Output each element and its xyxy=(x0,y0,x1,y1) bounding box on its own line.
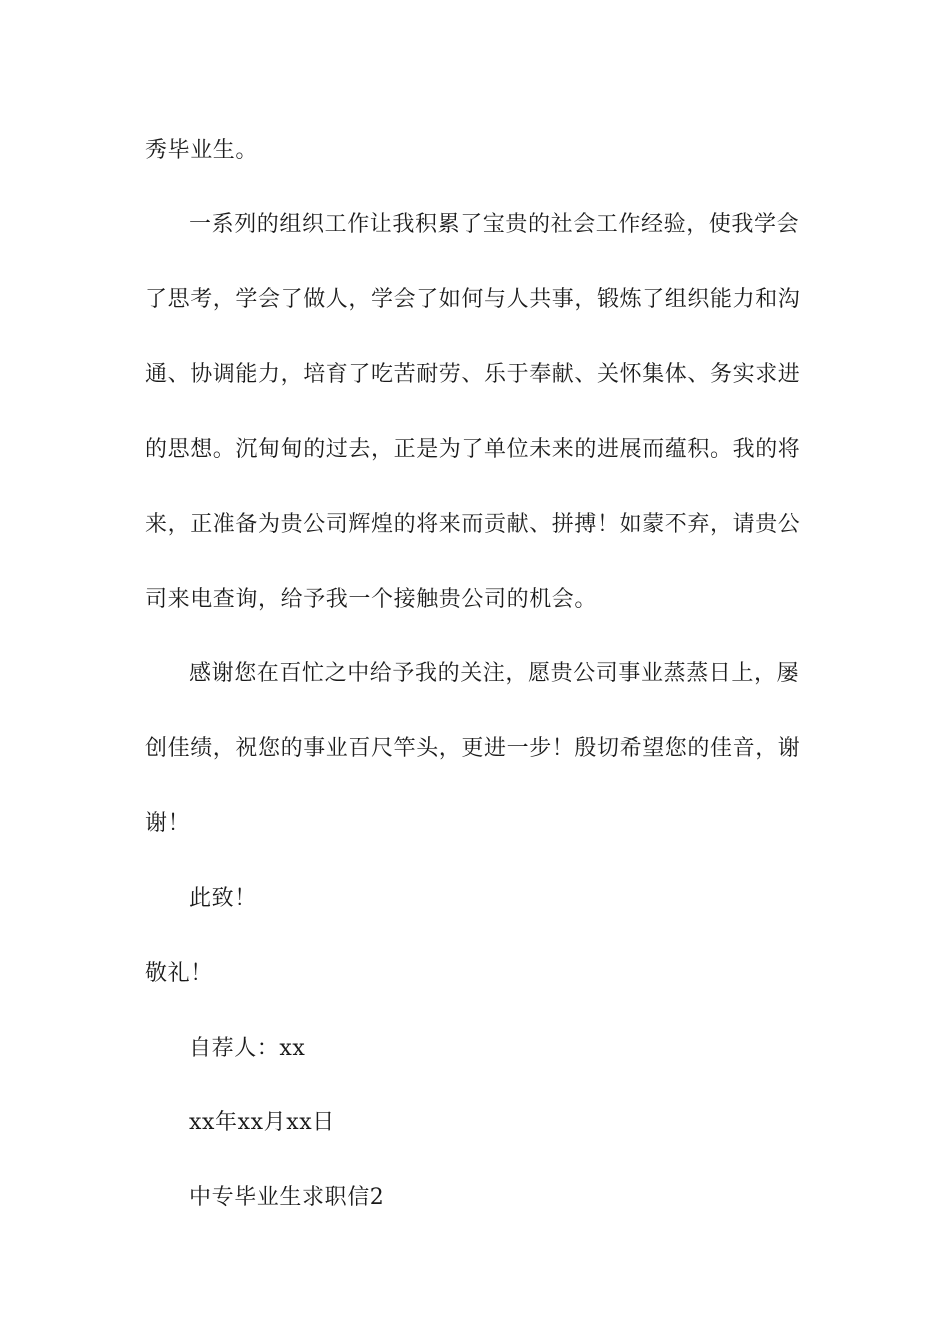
paragraph-line: 秀毕业生。 xyxy=(145,138,259,163)
closing-regards: 敬礼！ xyxy=(145,961,213,986)
paragraph-line: 谢！ xyxy=(145,811,191,836)
paragraph-line: 的思想。沉甸甸的过去，正是为了单位未来的进展而蕴积。我的将 xyxy=(145,437,801,462)
paragraph-line: 感谢您在百忙之中给予我的关注，愿贵公司事业蒸蒸日上，屡 xyxy=(189,661,800,686)
paragraph-line: 通、协调能力，培育了吃苦耐劳、乐于奉献、关怀集体、务实求进 xyxy=(145,362,801,387)
paragraph-line: 了思考，学会了做人，学会了如何与人共事，锻炼了组织能力和沟 xyxy=(145,287,801,312)
signature-line: 自荐人：xx xyxy=(189,1036,306,1061)
closing-salutation: 此致！ xyxy=(189,886,257,911)
paragraph-line: 创佳绩，祝您的事业百尺竿头，更进一步！殷切希望您的佳音，谢 xyxy=(145,736,801,761)
date-line: xx年xx月xx日 xyxy=(189,1110,335,1135)
paragraph-line: 司来电查询，给予我一个接触贵公司的机会。 xyxy=(145,587,598,612)
paragraph-line: 一系列的组织工作让我积累了宝贵的社会工作经验，使我学会 xyxy=(189,212,800,237)
paragraph-line: 来，正准备为贵公司辉煌的将来而贡献、拼搏！如蒙不弃，请贵公 xyxy=(145,512,801,537)
section-title: 中专毕业生求职信2 xyxy=(189,1185,385,1210)
